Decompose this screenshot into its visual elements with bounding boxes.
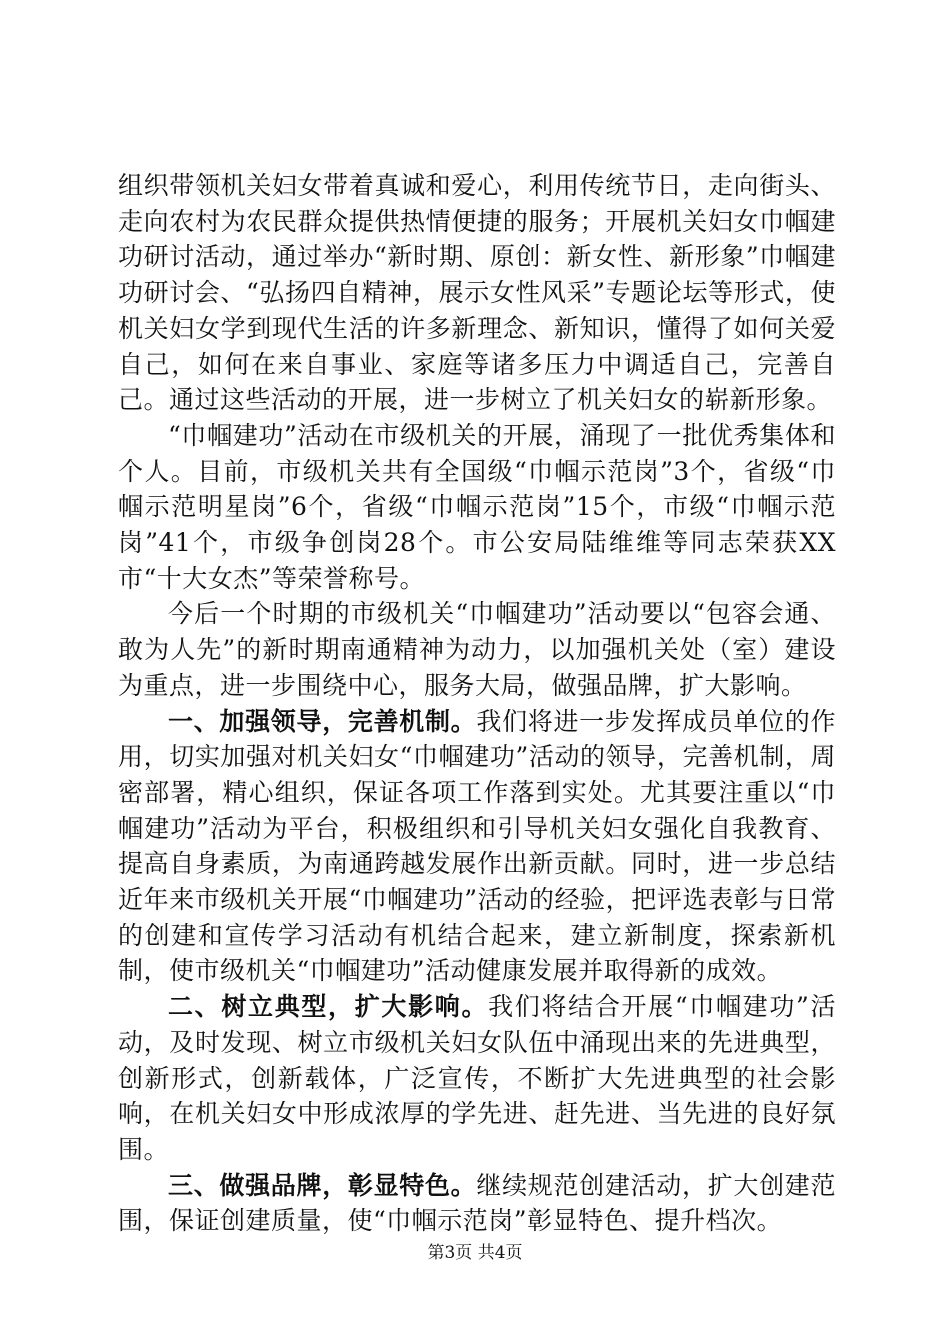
paragraph-text: 组织带领机关妇女带着真诚和爱心，利用传统节日，走向街头、走向农村为农民群众提供热情便捷的服务；开展机关妇女巾帼建功研讨活动，通过举办“新时期、原创：新女性、新形象”巾帼建功研讨会、“弘扬四自精神，展示女性风采”专题论坛等形式，使机关妇女学到现代生活的许多新理念、新知识，懂得了如何关爱自己，如何在来自事业、家庭等诸多压力中调适自己，完善自己。通过这些活动的开展，进一步树立了机关妇女的崭新形象。 <box>118 171 836 415</box>
paragraph-text: 我们将进一步发挥成员单位的作用，切实加强对机关妇女“巾帼建功”活动的领导，完善机制，周密部署，精心组织，保证各项工作落到实处。尤其要注重以“巾帼建功”活动为平台，积极组织和引导机关妇女强化自我教育、提高自身素质，为南通跨越发展作出新贡献。同时，进一步总结近年来市级机关开展“巾帼建功”活动的经验，把评选表彰与日常的创建和宣传学习活动有机结合起来，建立新制度，探索新机制，使市级机关“巾帼建功”活动健康发展并取得新的成效。 <box>118 706 836 986</box>
paragraph-text: 继续规范创建活动，扩大创建范围，保证创建质量，使“巾帼示范岗”彰显特色、提升档次。 <box>118 1170 836 1236</box>
page-footer <box>0 1242 950 1264</box>
paragraph-1 <box>118 168 836 418</box>
section-heading: 一、加强领导，完善机制。 <box>168 706 477 736</box>
page-number-label: 第3页 共4页 <box>427 1243 523 1263</box>
paragraph-text: 今后一个时期的市级机关“巾帼建功”活动要以“包容会通、敢为人先”的新时期南通精神为动力，以加强机关处（室）建设为重点，进一步围绕中心，服务大局，做强品牌，扩大影响。 <box>118 599 836 700</box>
paragraph-2 <box>118 418 836 597</box>
paragraph-text: 我们将结合开展“巾帼建功”活动，及时发现、树立市级机关妇女队伍中涌现出来的先进典型，创新形式，创新载体，广泛宣传，不断扩大先进典型的社会影响，在机关妇女中形成浓厚的学先进、赶先进、当先进的良好氛围。 <box>118 992 836 1164</box>
paragraph-5 <box>118 989 836 1168</box>
paragraph-text: “巾帼建功”活动在市级机关的开展，涌现了一批优秀集体和个人。目前，市级机关共有全国级“巾帼示范岗”3个，省级“巾帼示范明星岗”6个，省级“巾帼示范岗”15个，市级“巾帼示范岗”41个，市级争创岗28个。市公安局陆维维等同志荣获XX市“十大女杰”等荣誉称号。 <box>118 420 836 593</box>
section-heading: 三、做强品牌，彰显特色。 <box>168 1170 477 1200</box>
section-heading: 二、树立典型，扩大影响。 <box>168 992 489 1022</box>
paragraph-6 <box>118 1168 836 1239</box>
paragraph-3 <box>118 596 836 703</box>
paragraph-4 <box>118 704 836 990</box>
document-body <box>118 168 836 1239</box>
